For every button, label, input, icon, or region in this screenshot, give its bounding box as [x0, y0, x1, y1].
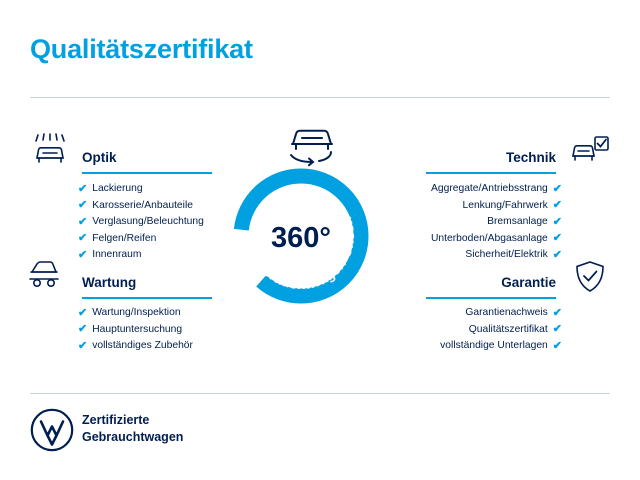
car-wash-icon: [30, 132, 70, 170]
list-item-label: vollständiges Zubehör: [92, 340, 193, 351]
list-item-label: vollständige Unterlagen: [440, 340, 548, 351]
section-rule-technik: [426, 172, 556, 174]
section-title-technik: Technik: [505, 150, 556, 165]
list-item-label: Lackierung: [92, 183, 143, 194]
footer-line-1: Zertifizierte: [82, 413, 150, 427]
list-item-label: Lenkung/Fahrwerk: [462, 199, 548, 211]
check-icon: ✔: [552, 323, 562, 336]
check-icon: ✔: [552, 215, 562, 228]
list-item: [342, 322, 562, 339]
check-icon: ✔: [552, 182, 562, 195]
footer-line-2: Gebrauchtwagen: [82, 430, 184, 444]
check-icon: ✔: [78, 339, 88, 352]
check-icon: ✔: [552, 248, 562, 261]
title-divider: [30, 97, 610, 98]
section-rule-garantie: [426, 297, 556, 299]
list-item-label: Qualitätszertifikat: [468, 323, 548, 335]
list-item-label: Sicherheit/Elektrik: [465, 249, 548, 260]
svg-text:360°: 360°: [271, 222, 331, 254]
check-icon: ✔: [78, 182, 88, 195]
check-icon: ✔: [78, 215, 88, 228]
section-title-wartung: Wartung: [82, 275, 137, 290]
section-title-garantie: Garantie: [501, 275, 556, 290]
page-title: Qualitätszertifikat: [30, 34, 253, 64]
list-item-label: Innenraum: [92, 249, 142, 260]
check-icon: ✔: [552, 339, 562, 352]
car-icon: [281, 124, 343, 168]
section-title-optik: Optik: [82, 150, 117, 165]
list-item-label: Aggregate/Antriebsstrang: [431, 183, 548, 194]
list-item: [78, 322, 258, 339]
list-wartung: [78, 305, 258, 355]
shield-check-icon: [572, 259, 608, 297]
list-item-label: Wartung/Inspektion: [92, 307, 181, 318]
check-icon: ✔: [78, 306, 88, 319]
footer-text: [82, 412, 183, 446]
check-icon: ✔: [78, 232, 88, 245]
car-lift-icon: [28, 258, 72, 294]
check-icon: ✔: [552, 199, 562, 212]
check-icon: ✔: [78, 248, 88, 261]
footer-divider: [30, 393, 610, 394]
list-item-label: Verglasung/Beleuchtung: [92, 216, 204, 227]
list-item-label: Karosserie/Anbauteile: [92, 199, 193, 211]
vw-logo: [30, 408, 74, 452]
section-rule-wartung: [82, 297, 212, 299]
check-badge: [225, 160, 377, 312]
section-rule-optik: [82, 172, 212, 174]
list-item-label: Unterboden/Abgasanlage: [430, 232, 548, 244]
check-icon: ✔: [78, 323, 88, 336]
check-icon: ✔: [552, 306, 562, 319]
car-checklist-icon: [570, 134, 610, 168]
list-item-label: Hauptuntersuchung: [92, 323, 183, 335]
list-item-label: Bremsanlage: [487, 216, 548, 227]
list-item: [78, 338, 258, 355]
check-icon: ✔: [552, 232, 562, 245]
list-item-label: Felgen/Reifen: [92, 232, 157, 244]
svg-text:Gebrauchtwagen-Check: Gebrauchtwagen-Check: [247, 215, 359, 294]
list-garantie: [342, 305, 562, 355]
list-item: [342, 338, 562, 355]
list-item-label: Garantienachweis: [465, 307, 548, 318]
check-icon: ✔: [78, 199, 88, 212]
